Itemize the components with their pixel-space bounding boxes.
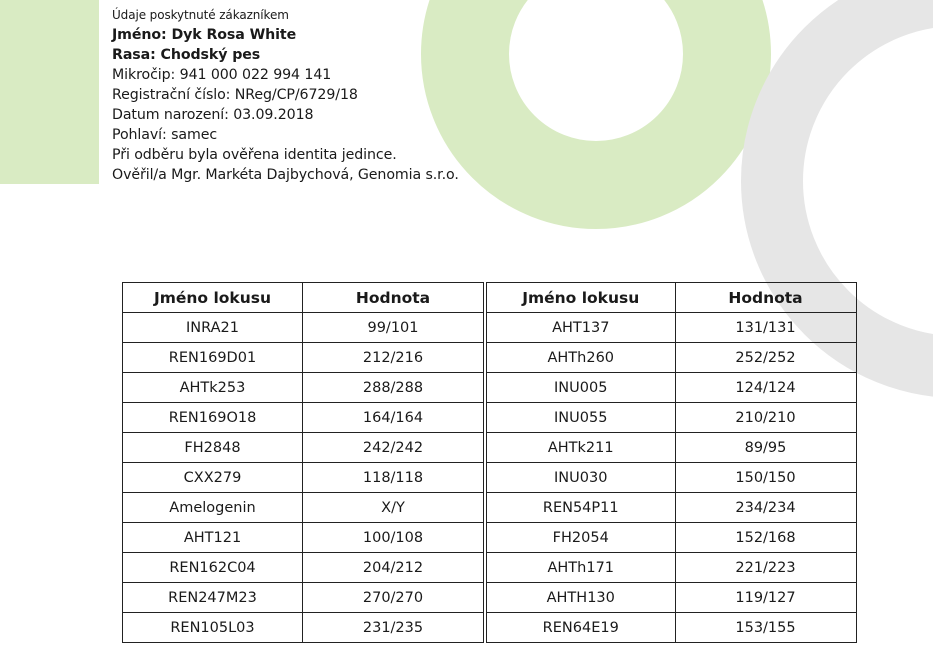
table-row bbox=[485, 433, 856, 463]
locus-value-cell: 89/95 bbox=[675, 433, 856, 463]
locus-value-cell: 288/288 bbox=[303, 373, 484, 403]
table-row bbox=[123, 583, 484, 613]
table-row bbox=[485, 523, 856, 553]
locus-name-cell: REN162C04 bbox=[123, 553, 303, 583]
locus-value-cell: 231/235 bbox=[303, 613, 484, 643]
locus-name-cell: REN105L03 bbox=[123, 613, 303, 643]
locus-name-cell: REN64E19 bbox=[485, 613, 675, 643]
locus-name-cell: REN169O18 bbox=[123, 403, 303, 433]
locus-value-cell: 100/108 bbox=[303, 523, 484, 553]
green-ring bbox=[465, 0, 727, 185]
locus-name-cell: AHTk211 bbox=[485, 433, 675, 463]
table-row bbox=[485, 343, 856, 373]
column-header-value: Hodnota bbox=[675, 283, 856, 313]
table-row bbox=[485, 493, 856, 523]
locus-name-cell: INU005 bbox=[485, 373, 675, 403]
table-row bbox=[123, 373, 484, 403]
locus-name-cell: AHTH130 bbox=[485, 583, 675, 613]
locus-name-cell: REN169D01 bbox=[123, 343, 303, 373]
verified-by: Ověřil/a Mgr. Markéta Dajbychová, Genomia s.r.o. bbox=[112, 167, 459, 183]
locus-name-cell: CXX279 bbox=[123, 463, 303, 493]
locus-name-cell: REN247M23 bbox=[123, 583, 303, 613]
registration-number: Registrační číslo: NReg/CP/6729/18 bbox=[112, 87, 358, 103]
locus-value-cell: 124/124 bbox=[675, 373, 856, 403]
table-row bbox=[485, 613, 856, 643]
column-header-value: Hodnota bbox=[303, 283, 484, 313]
table-header-row bbox=[123, 283, 484, 313]
table-row bbox=[123, 553, 484, 583]
column-header-locus: Jméno lokusu bbox=[485, 283, 675, 313]
locus-value-cell: 118/118 bbox=[303, 463, 484, 493]
locus-name-cell: AHT121 bbox=[123, 523, 303, 553]
locus-value-cell: 119/127 bbox=[675, 583, 856, 613]
table-row bbox=[485, 553, 856, 583]
green-side-block bbox=[0, 0, 99, 184]
locus-value-cell: 99/101 bbox=[303, 313, 484, 343]
locus-value-cell: 131/131 bbox=[675, 313, 856, 343]
locus-name-cell: AHTh171 bbox=[485, 553, 675, 583]
table-row bbox=[123, 403, 484, 433]
table-header-row bbox=[485, 283, 856, 313]
locus-name-cell: FH2848 bbox=[123, 433, 303, 463]
dog-name: Jméno: Dyk Rosa White bbox=[112, 27, 297, 43]
locus-value-cell: 252/252 bbox=[675, 343, 856, 373]
locus-value-cell: 221/223 bbox=[675, 553, 856, 583]
table-row bbox=[123, 613, 484, 643]
loci-table-left bbox=[122, 282, 484, 643]
locus-name-cell: REN54P11 bbox=[485, 493, 675, 523]
locus-name-cell: Amelogenin bbox=[123, 493, 303, 523]
table-row bbox=[123, 433, 484, 463]
table-row bbox=[485, 583, 856, 613]
table-row bbox=[123, 463, 484, 493]
locus-value-cell: 210/210 bbox=[675, 403, 856, 433]
locus-value-cell: 212/216 bbox=[303, 343, 484, 373]
table-row bbox=[485, 463, 856, 493]
table-row bbox=[123, 313, 484, 343]
locus-value-cell: 150/150 bbox=[675, 463, 856, 493]
table-row bbox=[485, 313, 856, 343]
table-row bbox=[485, 373, 856, 403]
locus-name-cell: AHTh260 bbox=[485, 343, 675, 373]
dog-breed: Rasa: Chodský pes bbox=[112, 47, 261, 63]
locus-name-cell: FH2054 bbox=[485, 523, 675, 553]
locus-name-cell: INU030 bbox=[485, 463, 675, 493]
locus-name-cell: INRA21 bbox=[123, 313, 303, 343]
loci-table bbox=[122, 282, 855, 643]
sex: Pohlaví: samec bbox=[112, 127, 218, 143]
locus-value-cell: 153/155 bbox=[675, 613, 856, 643]
table-row bbox=[485, 403, 856, 433]
source-note: Údaje poskytnuté zákazníkem bbox=[112, 8, 289, 22]
customer-info bbox=[112, 6, 459, 185]
microchip: Mikročip: 941 000 022 994 141 bbox=[112, 67, 332, 83]
loci-table-right bbox=[483, 282, 857, 643]
table-row bbox=[123, 343, 484, 373]
identity-note: Při odběru byla ověřena identita jedince. bbox=[112, 147, 397, 163]
locus-value-cell: X/Y bbox=[303, 493, 484, 523]
locus-name-cell: AHTk253 bbox=[123, 373, 303, 403]
locus-value-cell: 242/242 bbox=[303, 433, 484, 463]
locus-value-cell: 204/212 bbox=[303, 553, 484, 583]
locus-name-cell: AHT137 bbox=[485, 313, 675, 343]
table-row bbox=[123, 493, 484, 523]
locus-value-cell: 234/234 bbox=[675, 493, 856, 523]
locus-name-cell: INU055 bbox=[485, 403, 675, 433]
locus-value-cell: 270/270 bbox=[303, 583, 484, 613]
locus-value-cell: 152/168 bbox=[675, 523, 856, 553]
table-row bbox=[123, 523, 484, 553]
locus-value-cell: 164/164 bbox=[303, 403, 484, 433]
birth-date: Datum narození: 03.09.2018 bbox=[112, 107, 314, 123]
column-header-locus: Jméno lokusu bbox=[123, 283, 303, 313]
